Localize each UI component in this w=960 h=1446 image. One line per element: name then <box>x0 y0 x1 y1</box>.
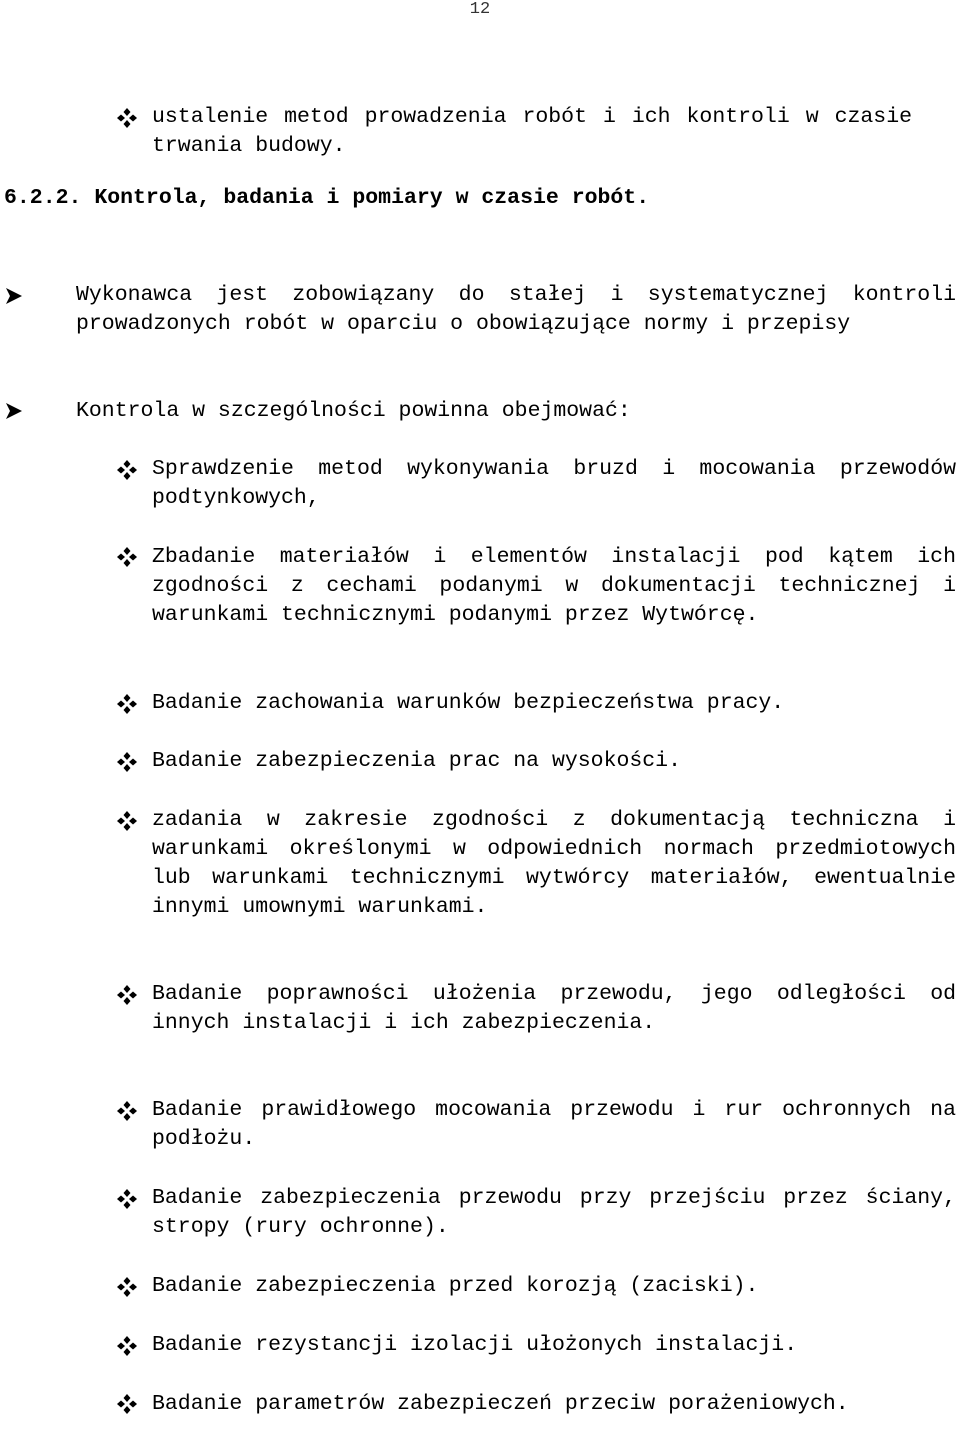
list-item-text: Badanie zabezpieczenia przed korozją (zaciski). <box>152 1274 759 1298</box>
list-item <box>152 455 956 513</box>
list-item <box>152 1184 956 1242</box>
list-item-text: Wykonawca jest zobowiązany do stałej i systematycznej kontroli prowadzonych robót w oparciu o obowiązujące normy i przepisy <box>76 283 956 336</box>
diamond-bullet-icon <box>116 107 138 129</box>
list-item-text: Badanie zabezpieczenia przewodu przy przejściu przez ściany, stropy (rury ochronne). <box>152 1186 956 1239</box>
diamond-bullet-icon <box>116 1393 138 1415</box>
list-item-text: Kontrola w szczególności powinna obejmować: <box>76 399 631 423</box>
diamond-bullet-icon <box>116 693 138 715</box>
list-item-text: ustalenie metod prowadzenia robót i ich kontroli w czasie trwania budowy. <box>152 105 912 158</box>
list-item-text: Badanie zachowania warunków bezpieczeństwa pracy. <box>152 691 785 715</box>
list-item-text: Badanie poprawności ułożenia przewodu, jego odległości od innych instalacji i ich zabezpieczenia. <box>152 982 956 1035</box>
list-item-text: Zbadanie materiałów i elementów instalacji pod kątem ich zgodności z cechami podanymi w dokumentacji technicznej i warunkami technicznymi podanymi przez Wytwórcę. <box>152 545 956 627</box>
diamond-bullet-icon <box>116 810 138 832</box>
diamond-bullet-icon <box>116 546 138 568</box>
arrow-list-item <box>76 397 956 426</box>
list-item <box>152 980 956 1038</box>
section-heading: 6.2.2. Kontrola, badania i pomiary w czasie robót. <box>4 186 650 210</box>
diamond-bullet-icon <box>116 1276 138 1298</box>
list-item <box>152 1096 956 1154</box>
page-number: 12 <box>469 0 491 19</box>
list-item <box>152 1272 956 1301</box>
diamond-bullet-icon <box>116 459 138 481</box>
diamond-bullet-icon <box>116 1335 138 1357</box>
list-item <box>152 543 956 630</box>
list-item <box>152 806 956 922</box>
list-item <box>152 747 956 776</box>
list-item-text: Badanie parametrów zabezpieczeń przeciw porażeniowych. <box>152 1392 849 1416</box>
list-item-text: zadania w zakresie zgodności z dokumentacją techniczna i warunkami określonymi w odpowiednich normach przedmiotowych lub warunkami technicznymi wytwórcy materiałów, ewentualnie innymi umownymi warunkami. <box>152 808 956 919</box>
diamond-bullet-icon <box>116 1100 138 1122</box>
diamond-bullet-icon <box>116 1188 138 1210</box>
list-item <box>152 103 912 161</box>
arrow-bullet-icon <box>4 401 24 421</box>
arrow-list-item <box>76 281 956 339</box>
list-item-text: Badanie prawidłowego mocowania przewodu i rur ochronnych na podłożu. <box>152 1098 956 1151</box>
diamond-bullet-icon <box>116 751 138 773</box>
list-item <box>152 689 956 718</box>
diamond-bullet-icon <box>116 984 138 1006</box>
list-item-text: Badanie zabezpieczenia prac na wysokości. <box>152 749 681 773</box>
list-item <box>152 1390 956 1419</box>
list-item <box>152 1331 956 1360</box>
arrow-bullet-icon <box>4 286 24 306</box>
list-item-text: Sprawdzenie metod wykonywania bruzd i mocowania przewodów podtynkowych, <box>152 457 956 510</box>
list-item-text: Badanie rezystancji izolacji ułożonych instalacji. <box>152 1333 798 1357</box>
